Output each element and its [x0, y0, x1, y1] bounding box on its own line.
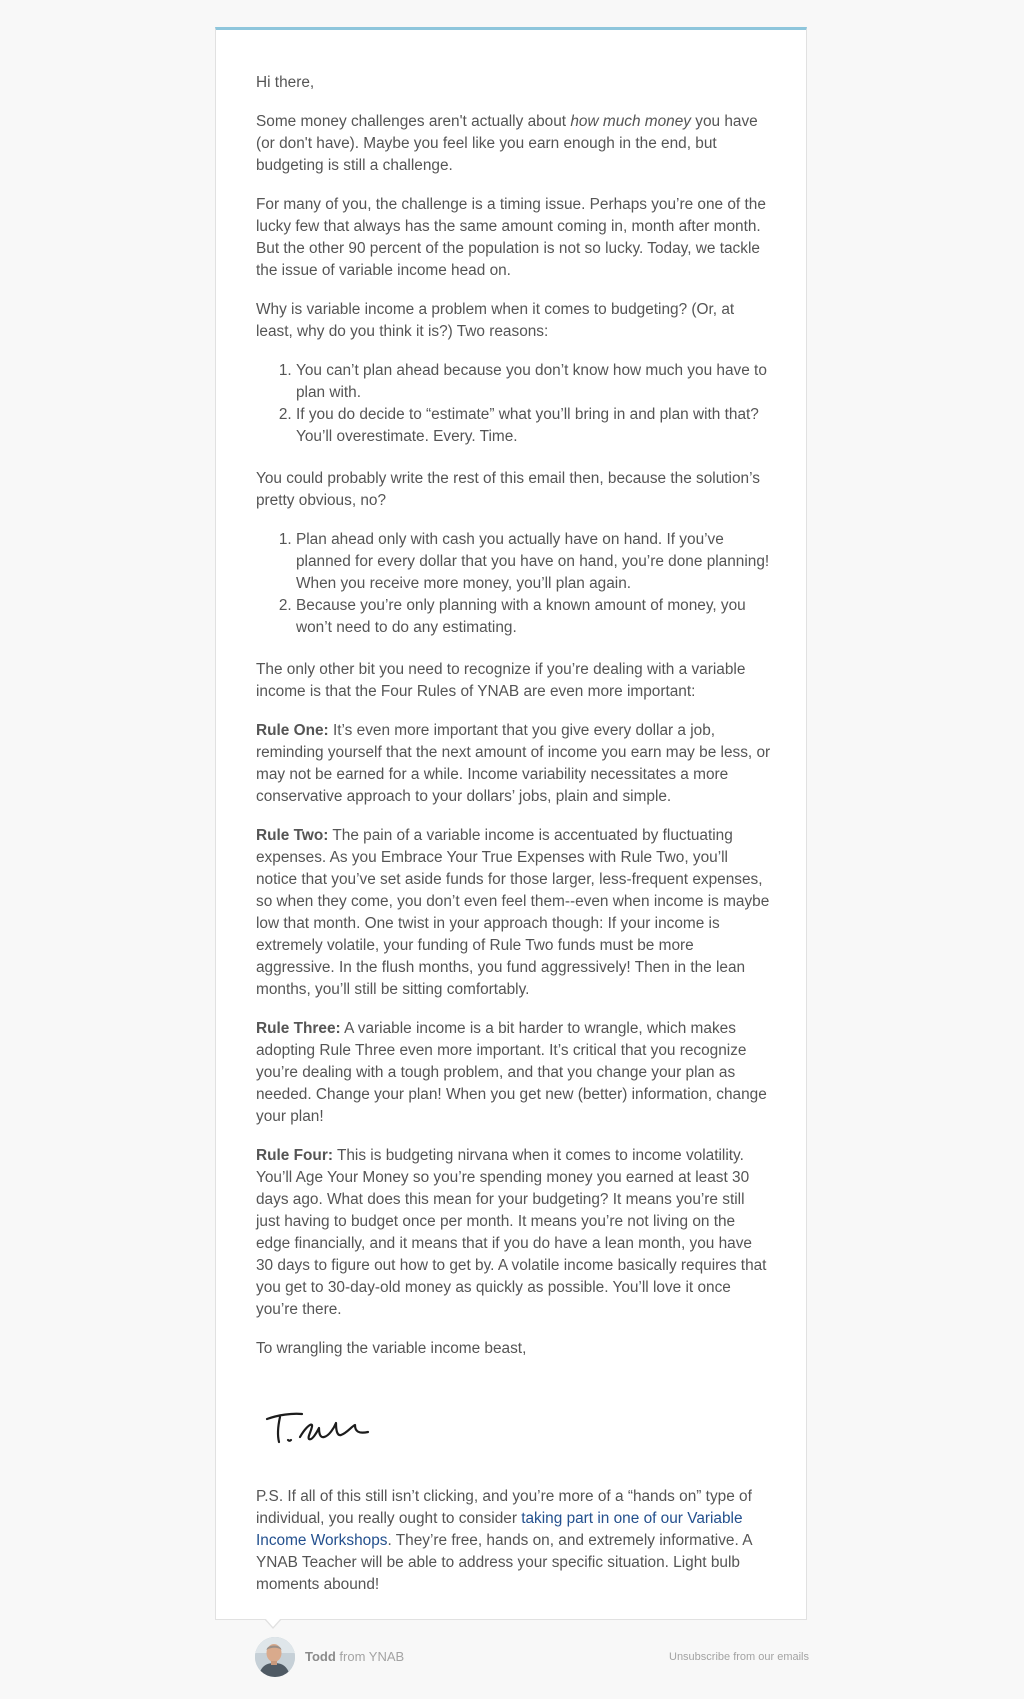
- rule-one-paragraph: Rule One: It’s even more important that you give every dollar a job, reminding yourself that the next amount of income you earn may be less, or may not be earned for a while. Income variability necessitates a more conservative approach to your dollars’ jobs, plain and simple.: [256, 722, 771, 805]
- list-item: 2. If you do decide to “estimate” what you’ll bring in and plan with that? You’ll overestimate. Every. Time.: [296, 404, 772, 448]
- signature-icon: [256, 1386, 772, 1466]
- list-item: 2. Because you’re only planning with a known amount of money, you won’t need to do any estimating.: [296, 595, 772, 639]
- list-item: 1. You can’t plan ahead because you don’t know how much you have to plan with.: [296, 360, 772, 404]
- email-body: [256, 72, 772, 1613]
- problem-paragraph: Why is variable income a problem when it comes to budgeting? (Or, at least, why do you think it is?) Two reasons:: [256, 301, 735, 340]
- person-avatar-icon: [255, 1637, 295, 1677]
- rule-label: Rule Three:: [256, 1020, 341, 1037]
- emphasis-how-much-money: how much money: [570, 113, 691, 130]
- signature-graphic: [264, 1406, 374, 1450]
- list-item: 1. Plan ahead only with cash you actually have on hand. If you’ve planned for every dollar that you have on hand, you’re done planning! When you receive more money, you’ll plan again.: [296, 529, 772, 595]
- solutions-list: [256, 529, 772, 639]
- avatar: [255, 1637, 295, 1677]
- unsubscribe-link[interactable]: Unsubscribe from our emails: [669, 1651, 809, 1663]
- rule-four-paragraph: Rule Four: This is budgeting nirvana when it comes to income volatility. You’ll Age Your Money so you’re spending money you earned at least 30 days ago. What does this mean for your budgeting? It means you’re still just having to budget once per month. It means you’re not living on the edge financially, and it means that if you do have a lean month, you have 30 days to figure out how to get by. A volatile income basically requires that you get to 30-day-old money as quickly as possible. You’ll love it once you’re there.: [256, 1147, 767, 1318]
- rule-two-paragraph: Rule Two: The pain of a variable income is accentuated by fluctuating expenses. As you Embrace Your True Expenses with Rule Two, you’ll notice that you’ve set aside funds for those larger, less-frequent expenses, so when they come, you don’t even feel them--even when income is maybe low that month. One twist in your approach though: If your income is extremely volatile, your funding of Rule Two funds must be more aggressive. In the flush months, you fund aggressively! Then in the lean months, you’ll still be sitting comfortably.: [256, 827, 770, 998]
- sender-from: from YNAB: [335, 1649, 405, 1664]
- solution-intro-paragraph: You could probably write the rest of this email then, because the solution’s pretty obvious, no?: [256, 470, 760, 509]
- rule-label: Rule Two:: [256, 827, 329, 844]
- intro-paragraph: Some money challenges aren't actually about how much money you have (or don't have). Maybe you feel like you earn enough in the end, but budgeting is still a challenge.: [256, 113, 758, 174]
- rule-label: Rule Four:: [256, 1147, 333, 1164]
- timing-paragraph: For many of you, the challenge is a timing issue. Perhaps you’re one of the lucky few that always has the same amount coming in, month after month. But the other 90 percent of the population is not so lucky. Today, we tackle the issue of variable income head on.: [256, 196, 766, 279]
- rule-label: Rule One:: [256, 722, 329, 739]
- variable-income-workshops-link[interactable]: taking part in one of our Variable Income Workshops: [256, 1510, 743, 1549]
- rule-three-paragraph: Rule Three: A variable income is a bit harder to wrangle, which makes adopting Rule Three even more important. It’s critical that you recognize you’re dealing with a tough problem, and that you change your plan as needed. Change your plan! When you get new (better) information, change your plan!: [256, 1020, 767, 1125]
- email-footer: [255, 1637, 809, 1677]
- sender-info: [305, 1649, 404, 1664]
- rules-intro-paragraph: The only other bit you need to recognize if you’re dealing with a variable income is that the Four Rules of YNAB are even more important:: [256, 661, 746, 700]
- postscript-paragraph: P.S. If all of this still isn’t clicking, and you’re more of a “hands on” type of individual, you really ought to consider taking part in one of our Variable Income Workshops. They’re free, hands on, and extremely informative. A YNAB Teacher will be able to address your specific situation. Light bulb moments abound!: [256, 1488, 752, 1593]
- greeting: Hi there,: [256, 74, 315, 91]
- sender-name: Todd: [305, 1649, 336, 1664]
- email-card: [215, 27, 807, 1620]
- closing-line: To wrangling the variable income beast,: [256, 1340, 527, 1357]
- reasons-list: [256, 360, 772, 448]
- speech-bubble-tail: [264, 1619, 282, 1629]
